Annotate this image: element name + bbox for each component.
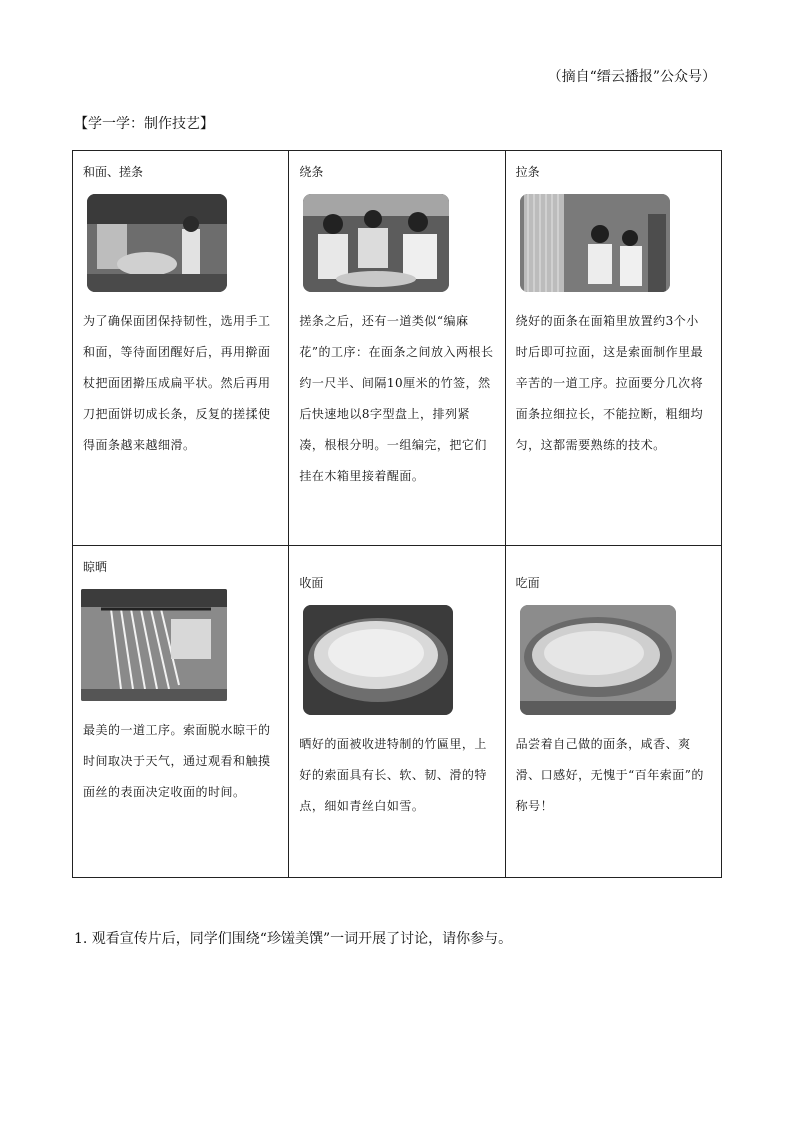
photo-drying-noodles	[81, 589, 227, 701]
step-title: 和面、搓条	[83, 165, 144, 179]
step-description: 品尝着自己做的面条，咸香、爽滑、口感好，无愧于“百年索面”的称号！	[515, 737, 704, 813]
question-text: 1. 观看宣传片后，同学们围绕“珍馐美馔”一词开展了讨论，请你参与。	[74, 931, 513, 947]
step-description: 绕好的面条在面箱里放置约3个小时后即可拉面，这是索面制作里最辛苦的一道工序。拉面要分几次将面条拉细拉长，不能拉断，粗细均匀，这都需要熟练的技术。	[515, 314, 704, 452]
step-title: 拉条	[515, 165, 540, 179]
section-title: 【学一学：制作技艺】	[74, 116, 214, 132]
photo-stretching-noodles	[520, 194, 670, 292]
craft-steps-table	[72, 150, 722, 878]
photo-collecting-noodles	[303, 605, 453, 715]
photo-noodle-bowl	[520, 605, 676, 715]
step-description: 为了确保面团保持韧性，选用手工和面，等待面团醒好后，再用擀面杖把面团擀压成扁平状。然后再用刀把面饼切成长条，反复的搓揉使得面条越来越细滑。	[83, 314, 271, 452]
step-cell	[73, 151, 289, 546]
step-cell	[289, 546, 505, 878]
step-cell	[505, 546, 721, 878]
step-cell	[73, 546, 289, 878]
step-cell	[289, 151, 505, 546]
photo-kneading-dough	[87, 194, 227, 292]
step-description: 搓条之后，还有一道类似“编麻花”的工序：在面条之间放入两根长约一尺半、间隔10厘米的竹签，然后快速地以8字型盘上，排列紧凑，根根分明。一组编完，把它们挂在木箱里接着醒面。	[299, 314, 494, 483]
step-title: 绕条	[299, 165, 324, 179]
step-cell	[505, 151, 721, 546]
step-description: 最美的一道工序。索面脱水晾干的时间取决于天气，通过观看和触摸面丝的表面决定收面的时间。	[83, 723, 271, 799]
step-description: 晒好的面被收进特制的竹匾里，上好的索面具有长、软、韧、滑的特点，细如青丝白如雪。	[299, 737, 487, 813]
photo-winding-noodles	[303, 194, 449, 292]
step-title: 晾晒	[83, 560, 108, 574]
source-note: （摘自“缙云播报”公众号）	[547, 69, 716, 85]
step-title: 吃面	[515, 576, 540, 590]
step-title: 收面	[299, 576, 324, 590]
